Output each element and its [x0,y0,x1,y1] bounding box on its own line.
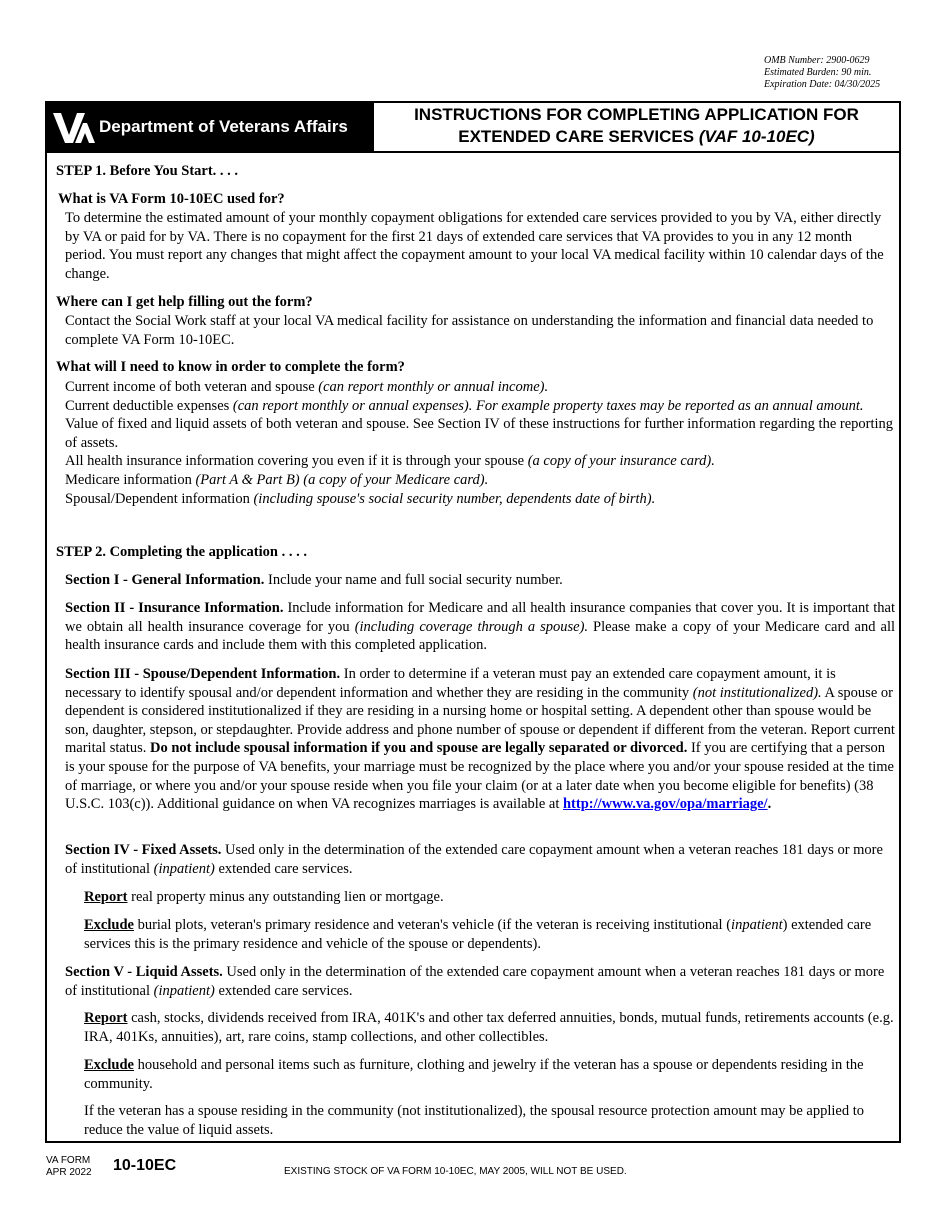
report-label: Report [84,1010,128,1026]
footer-form-date: APR 2022 [46,1167,92,1178]
q2-heading: Where can I get help filling out the form? [56,294,313,310]
list-item-note: (can report monthly or annual expenses). For example property taxes may be reported as an annual amount. [232,397,864,414]
section-4-note: (inpatient) [153,860,215,877]
section-4-title: Section IV - Fixed Assets. [65,842,222,858]
section-2-text-2: Please make a copy of your Medicare card and all health insurance cards and include them with this completed application. [65,618,895,654]
title-form-number: (VAF 10-10EC) [698,127,815,146]
list-item [65,378,895,397]
section-3-warning: Do not include spousal information if you and spouse are legally separated or divorced. [149,740,688,757]
report-label: Report [84,889,128,905]
section-5-title: Section V - Liquid Assets. [65,964,223,980]
section-4-text: Used only in the determination of the extended care copayment amount when a veteran reaches 181 days or more of institutional [65,842,883,877]
section-4-exclude [84,916,895,953]
instructions-frame [45,101,901,1143]
exclude-label: Exclude [84,1057,134,1073]
title-line-2 [374,126,899,148]
exclude-text: household and personal items such as furniture, clothing and jewelry if the veteran has a spouse or dependents residing in the community. [84,1057,864,1092]
list-item: Value of fixed and liquid assets of both veteran and spouse. See Section IV of these instructions for further information regarding the reporting of assets. [65,416,894,451]
spousal-resource-note: If the veteran has a spouse residing in the community (not institutionalized), the spousal resource protection amount may be applied to reduce the value of liquid assets. [84,1103,864,1138]
list-item-text: Current income of both veteran and spouse [65,379,319,395]
footer-stock-note: EXISTING STOCK OF VA FORM 10-10EC, MAY 2005, WILL NOT BE USED. [284,1166,627,1177]
list-item-text: Medicare information [65,471,196,488]
footer-form-label: VA FORM [46,1155,91,1166]
section-1 [65,571,895,590]
section-3-note: (not institutionalized). [692,684,822,701]
section-5-note: (inpatient) [153,982,215,999]
section-4-report [84,888,895,907]
omb-number: OMB Number: 2900-0629 [764,55,870,66]
list-item [65,471,895,490]
section-3-end: . [767,796,772,813]
section-3-text-3: If you are certifying that a person is your spouse for the purpose of VA benefits, your marriage must be recognized by the place where you and/or your spouse resided at the time of marriage, or where you and/or your spouse reside when you file your claim (or at a later date when you become eligible for benefits) (38 U.S.C. 103(c)). Additional guidance on when VA recognizes marriages is available at [65,740,894,813]
footer-form-number: 10-10EC [113,1157,177,1174]
list-item [65,397,895,416]
form-header [47,103,899,153]
omb-info [764,55,880,91]
requirements-list [65,378,895,508]
report-text: cash, stocks, dividends received from IRA, 401K's and other tax deferred annuities, bonds, mutual funds, retirements accounts (e.g. IRA, 401Ks, annuities), art, rare coins, stamp collections, and other collectibles. [84,1010,894,1045]
list-item-text: Spousal/Dependent information [65,490,254,507]
list-item [65,490,895,509]
section-3-title: Section III - Spouse/Dependent Information. [65,666,341,682]
section-2-note: (including coverage through a spouse). [354,618,589,635]
section-3-text: In order to determine if a veteran must pay an extended care copayment amount, it is necessary to identify spousal and/or dependent information and whether they are residing in the community [65,666,836,701]
title-line-2-text: EXTENDED CARE SERVICES [458,127,695,146]
exclude-note: inpatient [731,917,783,933]
va-seal-icon [51,109,95,145]
section-1-title: Section I - General Information. [65,572,265,588]
list-item-note: (Part A & Part B) (a copy of your Medicare card). [195,471,489,488]
list-item-note: (including spouse's social security number, dependents date of birth). [253,490,656,507]
list-item-note: (a copy of your insurance card). [527,453,715,470]
list-item-text: Current deductible expenses [65,397,233,414]
omb-burden: Estimated Burden: 90 min. [764,67,872,78]
section-5-text-2: extended care services. [214,982,353,999]
exclude-text-2: ) extended care services this is the primary residence and vehicle of the spouse or dependents). [84,917,872,952]
step2-heading: STEP 2. Completing the application . . . . [56,544,307,560]
department-banner [47,103,374,151]
section-5 [65,963,895,1000]
list-item-text: All health insurance information covering you even if it is through your spouse [65,453,528,470]
page-title [374,103,899,151]
section-5-exclude [84,1056,895,1093]
title-line-1: INSTRUCTIONS FOR COMPLETING APPLICATION FOR [414,105,859,124]
section-2 [65,599,895,655]
step1-heading: STEP 1. Before You Start. . . . [56,163,239,179]
section-2-text: Include information for Medicare and all health insurance companies that cover you. It is important that we obtain all health insurance coverage for you [65,600,896,635]
list-item [65,452,895,471]
section-2-title: Section II - Insurance Information. [65,600,284,616]
section-3-text-2: A spouse or dependent is considered institutionalized if they are residing in a nursing home or hospital setting. A dependent other than spouse would be son, daughter, stepson, or stepdaughter. Provide address and phone number of spouse or dependent if different from the veteran. Report current marital status. [65,684,895,757]
section-5-text: Used only in the determination of the extended care copayment amount when a veteran reaches 181 days or more of institutional [65,964,885,999]
section-4-text-2: extended care services. [214,860,353,877]
section-4 [65,841,895,878]
omb-expiration: Expiration Date: 04/30/2025 [764,79,881,90]
exclude-text: burial plots, veteran's primary residence and veteran's vehicle (if the veteran is receiving institutional ( [133,917,732,933]
q2-answer: Contact the Social Work staff at your local VA medical facility for assistance on understanding the information and financial data needed to complete VA Form 10-10EC. [65,313,874,348]
q1-heading: What is VA Form 10-10EC used for? [58,191,285,207]
section-5-report [84,1009,895,1046]
section-1-text: Include your name and full social security number. [264,572,563,588]
exclude-label: Exclude [84,917,134,933]
q3-heading: What will I need to know in order to complete the form? [56,359,405,375]
q1-answer: To determine the estimated amount of your monthly copayment obligations for extended care services provided to you by VA, either directly by VA or paid for by VA. There is no copayment for the first 21 days of extended care services that VA provides to you in any 12 month period. You must report any changes that might affect the copayment amount to your local VA medical facility within 10 calendar days of the change. [65,210,884,282]
list-item-note: (can report monthly or annual income). [318,379,549,395]
form-footer-label [46,1155,92,1179]
marriage-guidance-link[interactable]: http://www.va.gov/opa/marriage/ [562,796,768,813]
report-text: real property minus any outstanding lien or mortgage. [127,889,444,905]
department-name: Department of Veterans Affairs [99,117,348,136]
section-3 [65,665,895,814]
